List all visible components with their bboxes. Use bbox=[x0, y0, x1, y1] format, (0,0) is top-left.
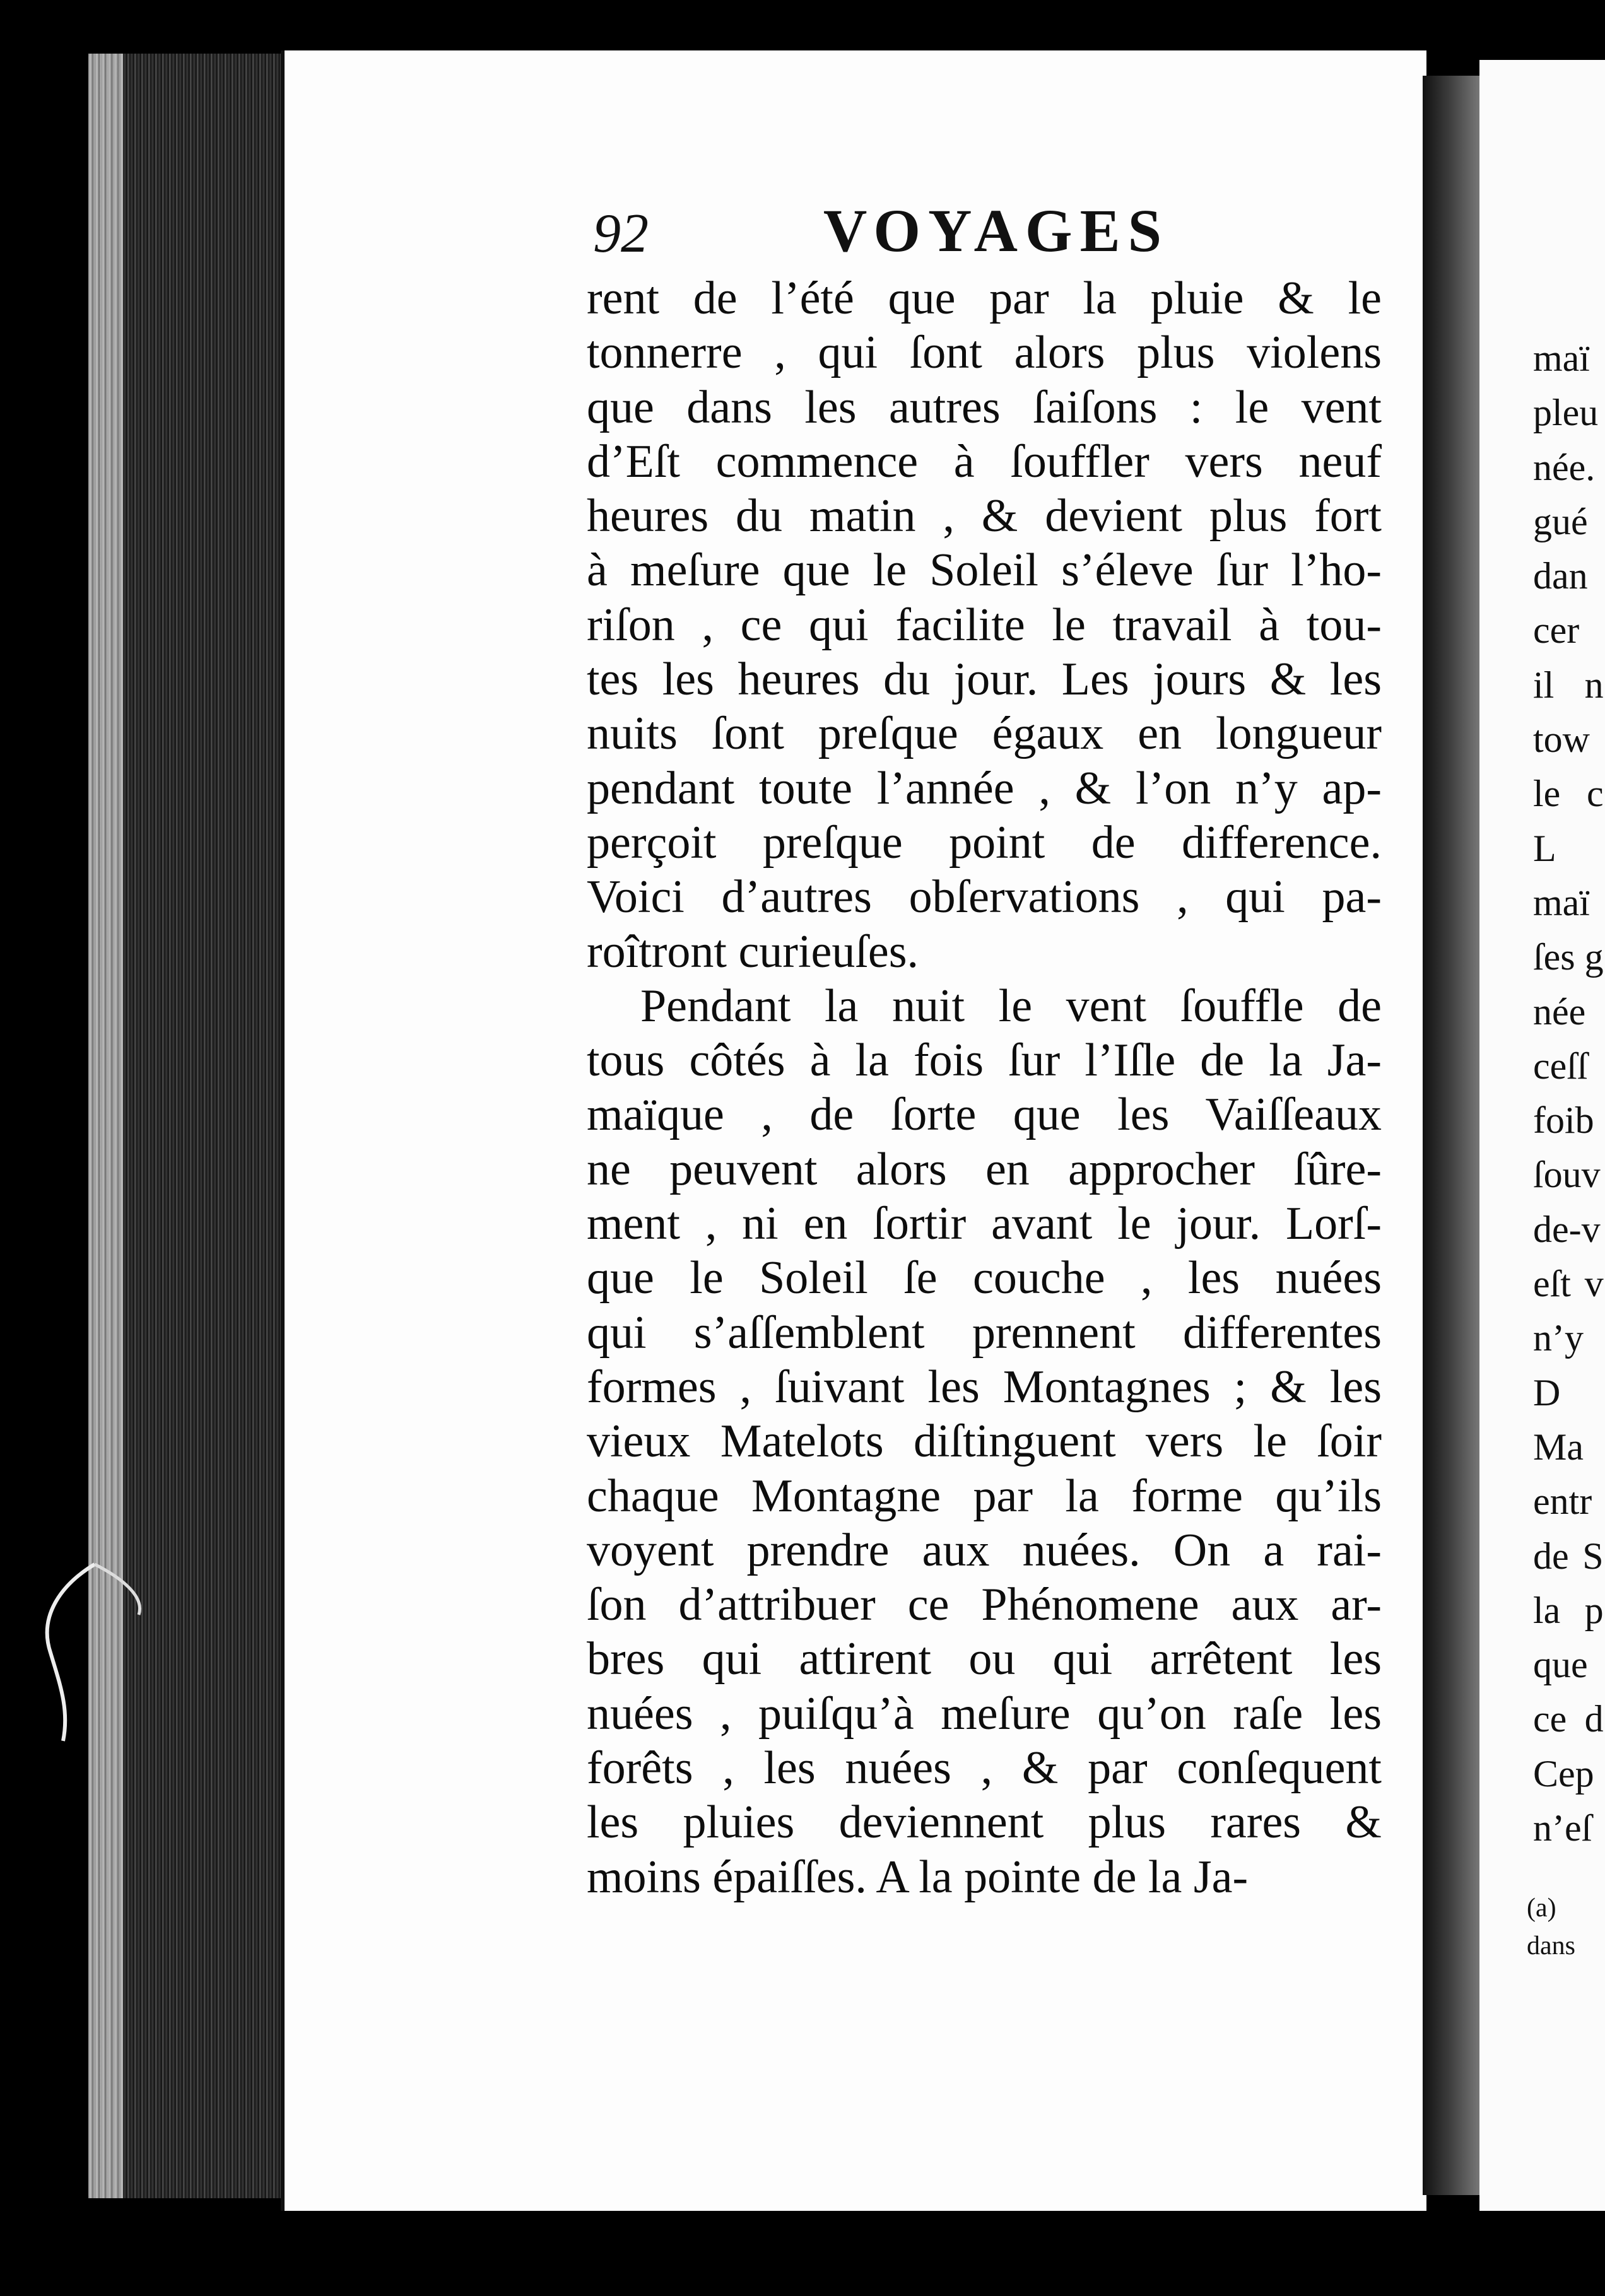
text-line: rent de l’été que par la pluie & le bbox=[587, 272, 1382, 324]
text-line: tous côtés à la fois ſur l’Iſle de la Ja- bbox=[587, 1034, 1382, 1087]
facing-text-line: de-v bbox=[1533, 1208, 1601, 1250]
text-line: qui s’aſſemblent prennent differentes bbox=[587, 1306, 1382, 1359]
page-number: 92 bbox=[593, 203, 649, 264]
facing-page-footnote bbox=[1527, 1889, 1575, 1965]
facing-text-line: n’y bbox=[1533, 1317, 1584, 1359]
text-line: nuées , puiſqu’à meſure qu’on raſe les bbox=[587, 1687, 1382, 1740]
facing-text-line: Ma bbox=[1533, 1426, 1584, 1468]
text-line: nuits ſont preſque égaux en longueur bbox=[587, 708, 1382, 760]
facing-text-line: maï bbox=[1533, 881, 1590, 923]
text-line: à meſure que le Soleil s’éleve ſur l’ho- bbox=[587, 544, 1382, 597]
facing-text-line: cer bbox=[1533, 609, 1580, 652]
text-line: tes les heures du jour. Les jours & les bbox=[587, 653, 1382, 706]
facing-page-text bbox=[1533, 331, 1604, 1855]
text-line: forêts , les nuées , & par conſequent bbox=[587, 1742, 1382, 1795]
body-text bbox=[587, 271, 1382, 1904]
facing-text-line: D bbox=[1533, 1371, 1561, 1414]
text-line: ſon d’attribuer ce Phénomene aux ar- bbox=[587, 1579, 1382, 1631]
facing-text-line: Cep bbox=[1533, 1752, 1594, 1795]
facing-text-line: la p bbox=[1533, 1589, 1604, 1631]
text-line: voyent prendre aux nuées. On a rai- bbox=[587, 1524, 1382, 1576]
text-line: ment , ni en ſortir avant le jour. Lorſ- bbox=[587, 1198, 1382, 1250]
text-line: heures du matin , & devient plus fort bbox=[587, 490, 1382, 542]
facing-text-line: ce d bbox=[1533, 1698, 1604, 1740]
facing-text-line: que bbox=[1533, 1644, 1588, 1686]
text-line: tonnerre , qui ſont alors plus violens bbox=[587, 327, 1382, 379]
page-edge-stack bbox=[88, 54, 281, 2198]
facing-text-line: née. bbox=[1533, 446, 1596, 488]
running-title: VOYAGES bbox=[823, 197, 1170, 264]
text-line: ne peuvent alors en approcher ſûre- bbox=[587, 1143, 1382, 1195]
facing-text-line: le c bbox=[1533, 773, 1604, 815]
facing-text-line: pleu bbox=[1533, 392, 1599, 434]
text-line: les pluies deviennent plus rares & bbox=[587, 1796, 1382, 1849]
footnote-line: dans bbox=[1527, 1931, 1575, 1960]
facing-text-line: de S bbox=[1533, 1535, 1604, 1577]
facing-text-line: L bbox=[1533, 827, 1556, 869]
text-line: que le Soleil ſe couche , les nuées bbox=[587, 1252, 1382, 1304]
facing-text-line: entr bbox=[1533, 1480, 1592, 1523]
facing-page bbox=[1479, 60, 1605, 2211]
text-line: que dans les autres ſaiſons : le vent bbox=[587, 381, 1382, 433]
facing-text-line: foib bbox=[1533, 1099, 1594, 1142]
facing-text-line: n’eſ bbox=[1533, 1807, 1592, 1849]
text-line: bres qui attirent ou qui arrêtent les bbox=[587, 1633, 1382, 1685]
facing-text-line: maï bbox=[1533, 337, 1590, 379]
text-line: d’Eſt commence à ſouffler vers neuf bbox=[587, 435, 1382, 488]
facing-text-line: tow bbox=[1533, 718, 1590, 761]
text-line: moins épaiſſes. A la pointe de la Ja- bbox=[587, 1851, 1249, 1903]
facing-text-line: il n bbox=[1533, 664, 1604, 706]
facing-text-line: ſes g bbox=[1533, 936, 1604, 978]
text-line: vieux Matelots diſtinguent vers le ſoir bbox=[587, 1415, 1382, 1468]
text-line: riſon , ce qui facilite le travail à tou- bbox=[587, 599, 1382, 651]
facing-text-line: gué bbox=[1533, 500, 1588, 542]
bookmark-thread bbox=[25, 1558, 151, 1747]
text-line: Pendant la nuit le vent ſouffle de bbox=[640, 980, 1382, 1032]
text-line: perçoit preſque point de difference. bbox=[587, 816, 1382, 869]
page-header bbox=[593, 196, 1363, 271]
facing-text-line: ceſſ bbox=[1533, 1045, 1588, 1087]
footnote-line: (a) bbox=[1527, 1894, 1556, 1923]
text-line: maïque , de ſorte que les Vaiſſeaux bbox=[587, 1089, 1382, 1141]
facing-text-line: née bbox=[1533, 990, 1586, 1033]
text-line: formes , ſuivant les Montagnes ; & les bbox=[587, 1361, 1382, 1413]
facing-text-line: eſt v bbox=[1533, 1263, 1604, 1305]
text-line: roîtront curieuſes. bbox=[587, 925, 919, 978]
text-line: Voici d’autres obſervations , qui pa- bbox=[587, 871, 1382, 923]
text-line: chaque Montagne par la forme qu’ils bbox=[587, 1470, 1382, 1522]
facing-text-line: ſouv bbox=[1533, 1154, 1601, 1196]
text-line: pendant toute l’année , & l’on n’y ap- bbox=[587, 762, 1382, 814]
facing-text-line: dan bbox=[1533, 555, 1588, 597]
gutter-shadow bbox=[1423, 76, 1479, 2195]
